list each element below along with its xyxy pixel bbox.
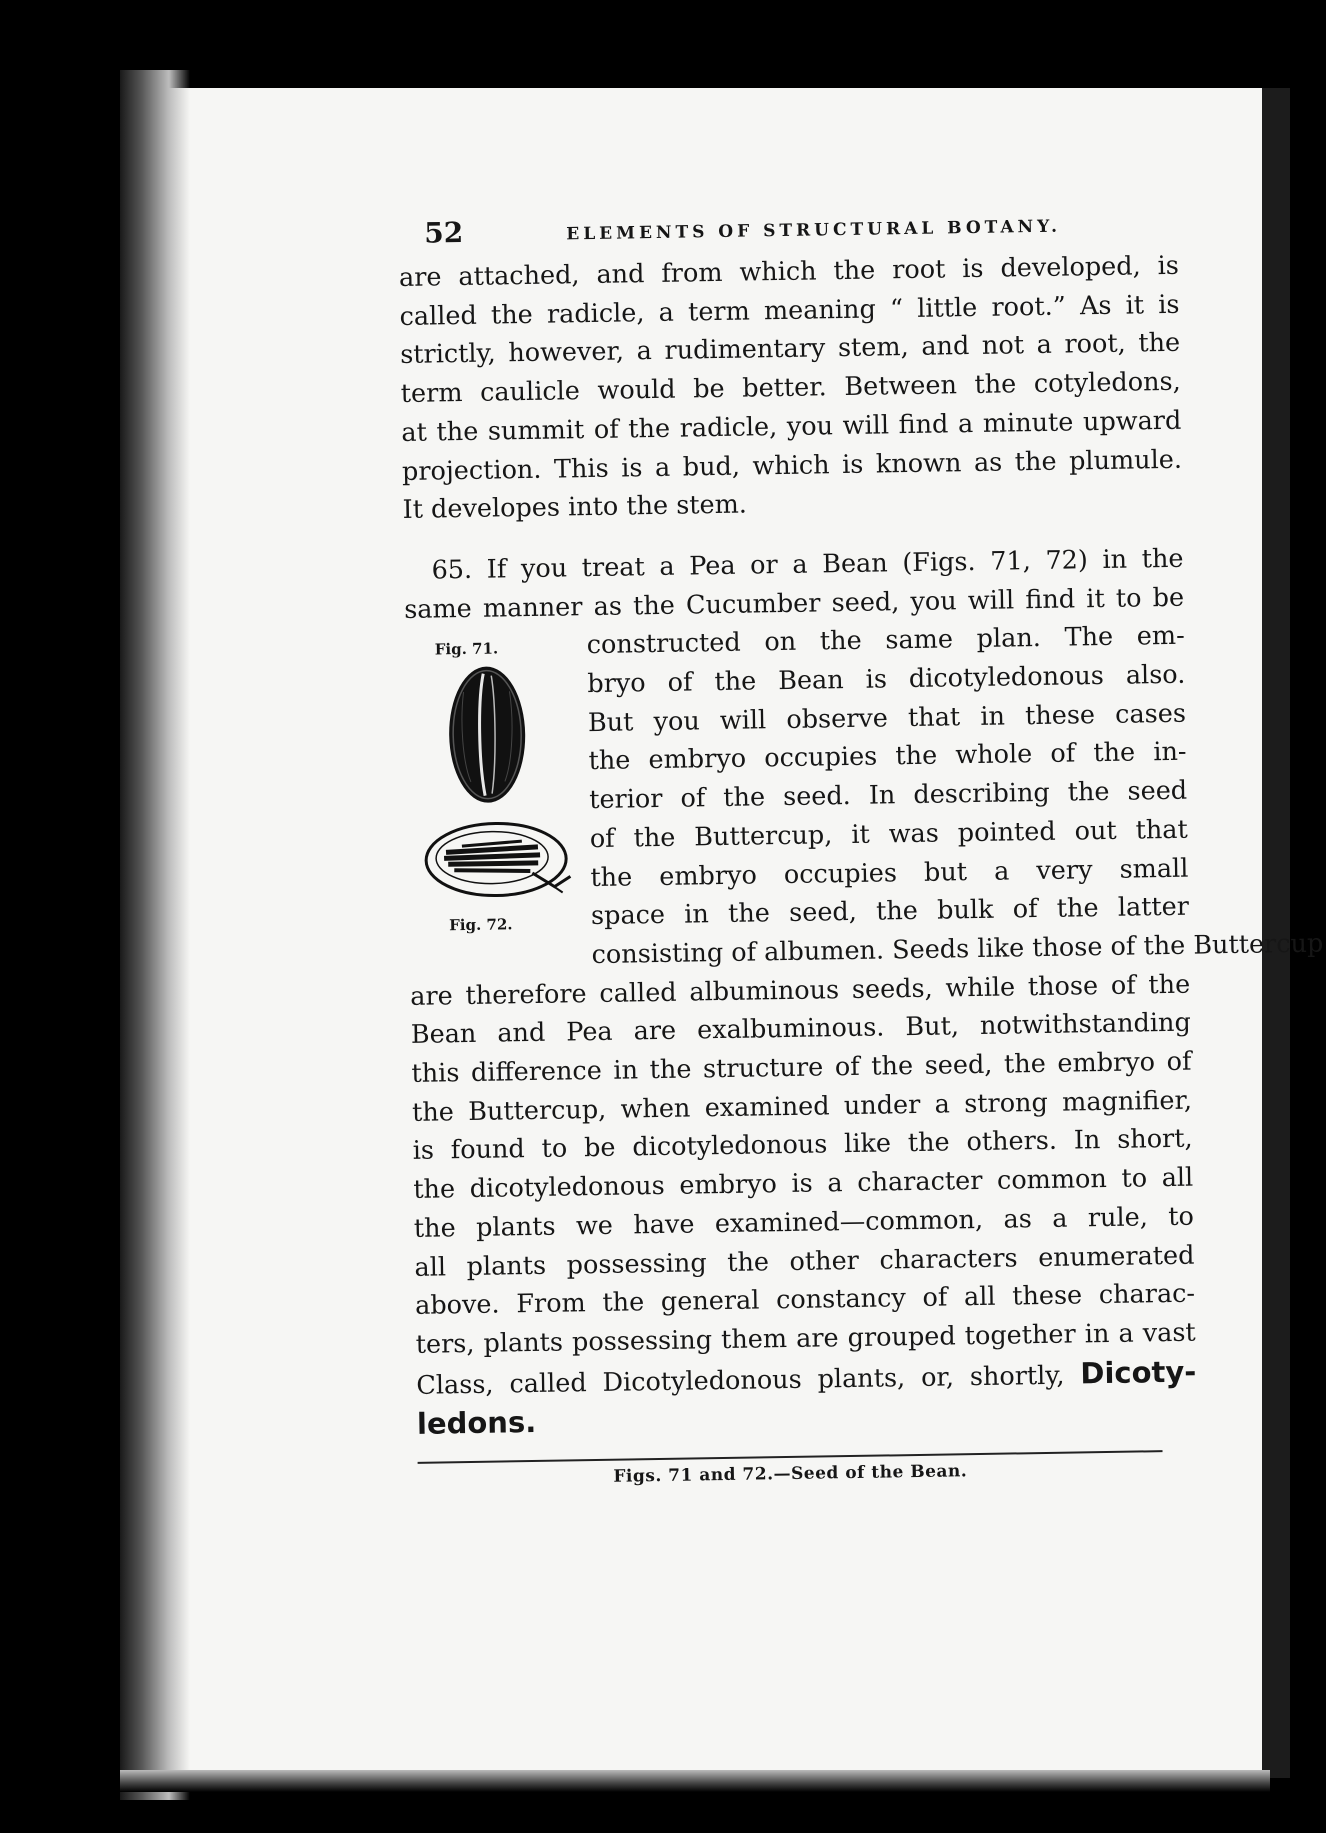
wrapped-text: [586, 617, 1189, 936]
text-line: 65. If you treat a Pea or a Bean (Figs. 71, 72) in the: [431, 543, 1184, 586]
text-line: the embryo occupies the whole of the in-: [588, 737, 1187, 777]
text-line: terior of the seed. In describing the seed: [588, 775, 1188, 816]
text-line: above. From the general constancy of all these charac-: [414, 1278, 1196, 1322]
page-number: 52: [424, 215, 464, 250]
text-line: the Buttercup, when examined under a strong magnifier,: [411, 1085, 1193, 1128]
text-line: strictly, however, a rudimentary stem, and not a root, the: [399, 328, 1181, 371]
text-line: Bean and Pea are exalbuminous. But, notwithstanding: [410, 1008, 1192, 1051]
text-line: consisting of albumen. Seeds like those of the Buttercup: [591, 928, 1324, 971]
text-line: term caulicle would be better. Between the cotyledons,: [400, 366, 1181, 410]
figure-71-label: Fig. 71.: [434, 639, 499, 659]
bean-seed-icon: [443, 661, 531, 808]
text-line: But you will observe that in these cases: [587, 698, 1187, 738]
bold-term: Dicoty-: [1080, 1354, 1197, 1391]
text-line: at the summit of the radicle, you will find a minute upward: [401, 405, 1182, 448]
bold-term: ledons.: [416, 1405, 537, 1442]
text-line: the plants we have examined—common, as a rule, to: [413, 1201, 1195, 1244]
text-segment: Class, called Dicotyledonous plants, or, shortly,: [416, 1360, 1065, 1401]
running-head-title: ELEMENTS OF STRUCTURAL BOTANY.: [566, 216, 1062, 245]
text-line: same manner as the Cucumber seed, you will find it to be: [403, 582, 1185, 625]
text-line: space in the seed, the bulk of the latter: [590, 891, 1190, 932]
footnote: Figs. 71 and 72.—Seed of the Bean.: [613, 1461, 968, 1487]
text-line: the embryo occupies but a very small: [590, 853, 1189, 893]
text-line: of the Buttercup, it was pointed out that: [589, 814, 1188, 854]
text-line: bryo of the Bean is dicotyledonous also.: [587, 659, 1186, 700]
text-line: It developes into the stem.: [402, 489, 748, 526]
text-line: projection. This is a bud, which is known as the plumule.: [401, 444, 1183, 487]
text-line: are therefore called albuminous seeds, while those of the: [410, 969, 1191, 1012]
paragraph-2: [403, 540, 1324, 1446]
text-line: called the radicle, a term meaning “ little root.” As it is: [399, 289, 1180, 332]
gutter-shadow: [120, 70, 190, 1800]
text-line: the dicotyledonous embryo is a character common to all: [413, 1162, 1194, 1206]
page-text: [398, 203, 1324, 1490]
text-line: ters, plants possessing them are grouped together in a vast: [415, 1317, 1196, 1360]
figure-block: [405, 617, 1190, 939]
text-line: are attached, and from which the root is developed, is: [398, 250, 1180, 293]
bean-embryo-icon: [421, 817, 582, 910]
text-line: all plants possessing the other characters enumerated: [414, 1240, 1195, 1283]
text-line: this difference in the structure of the seed, the embryo of: [411, 1046, 1192, 1089]
bottom-edge: [120, 1770, 1270, 1792]
figure-column: [405, 626, 592, 939]
figure-72-label: Fig. 72.: [449, 915, 513, 935]
text-line: is found to be dicotyledonous like the others. In short,: [412, 1124, 1193, 1167]
text-line: constructed on the same plan. The em-: [586, 621, 1185, 661]
paragraph-1: [399, 247, 1183, 530]
